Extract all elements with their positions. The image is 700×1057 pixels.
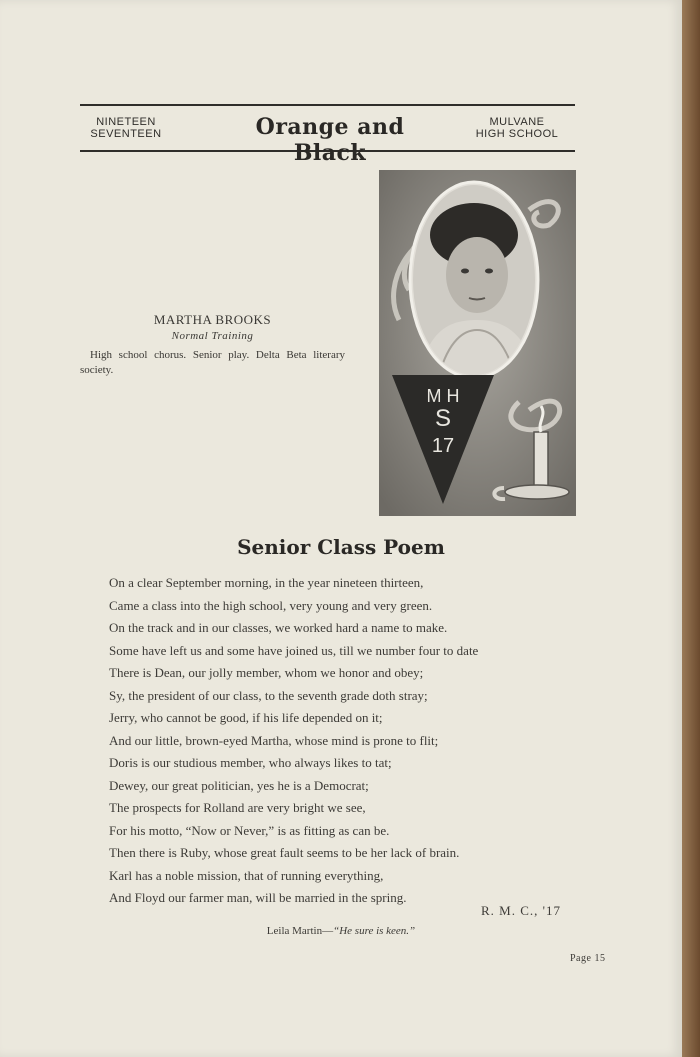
poem-line: And our little, brown-eyed Martha, whose mind is prone to flit; bbox=[109, 732, 439, 748]
header-year-line2: SEVENTEEN bbox=[90, 128, 162, 140]
poem-line: Some have left us and some have joined us, till we number four to date bbox=[109, 642, 479, 658]
poem-lines bbox=[109, 572, 589, 910]
poem-line: Dewey, our great politician, yes he is a Democrat; bbox=[109, 777, 369, 793]
header-year bbox=[86, 116, 166, 140]
poem-line: And Floyd our farmer man, will be married in the spring. bbox=[109, 890, 407, 905]
poem-line: Then there is Ruby, whose great fault seems to be her lack of brain. bbox=[109, 845, 460, 860]
senior-portrait-photo bbox=[379, 170, 576, 516]
header-school-line2: HIGH SCHOOL bbox=[475, 128, 559, 140]
senior-activities: High school chorus. Senior play. Delta Beta literary society. bbox=[80, 349, 345, 376]
book-edge bbox=[682, 0, 700, 1057]
page-header bbox=[80, 104, 575, 166]
poem-line: There is Dean, our jolly member, whom we honor and obey; bbox=[109, 665, 424, 680]
header-school-line1: MULVANE bbox=[489, 116, 545, 128]
poem-line: Came a class into the high school, very young and very green. bbox=[109, 597, 433, 613]
poem-line: Doris is our studious member, who always likes to tat; bbox=[109, 755, 392, 770]
page-number: Page 15 bbox=[570, 953, 606, 964]
poem-signature: R. M. C., '17 bbox=[481, 903, 561, 918]
senior-course: Normal Training bbox=[171, 330, 254, 342]
senior-name: MARTHA BROOKS bbox=[153, 312, 272, 327]
poem-line: On a clear September morning, in the year nineteen thirteen, bbox=[109, 575, 424, 590]
pennant-year: 17 bbox=[431, 435, 455, 457]
poem-line: On the track and in our classes, we worked hard a name to make. bbox=[109, 620, 448, 635]
quote-text: “He sure is keen.” bbox=[333, 925, 416, 937]
quote-name: Leila Martin— bbox=[266, 925, 334, 937]
poem-title: Senior Class Poem bbox=[237, 535, 445, 559]
senior-bio bbox=[80, 312, 345, 378]
poem-line: Sy, the president of our class, to the seventh grade doth stray; bbox=[109, 687, 428, 703]
header-year-line1: NINETEEN bbox=[96, 116, 156, 128]
header-school bbox=[465, 116, 569, 140]
poem-line: The prospects for Rolland are very bright we see, bbox=[109, 800, 366, 815]
poem-line: For his motto, “Now or Never,” is as fitting as can be. bbox=[109, 822, 390, 838]
senior-quote bbox=[0, 925, 682, 937]
pennant-letter-s: S bbox=[434, 405, 452, 432]
header-title: Orange and Black bbox=[255, 114, 405, 166]
pennant-letters-mh: M H bbox=[426, 386, 460, 406]
poem-line: Jerry, who cannot be good, if his life depended on it; bbox=[109, 710, 383, 725]
poem-line: Karl has a noble mission, that of running everything, bbox=[109, 867, 384, 883]
